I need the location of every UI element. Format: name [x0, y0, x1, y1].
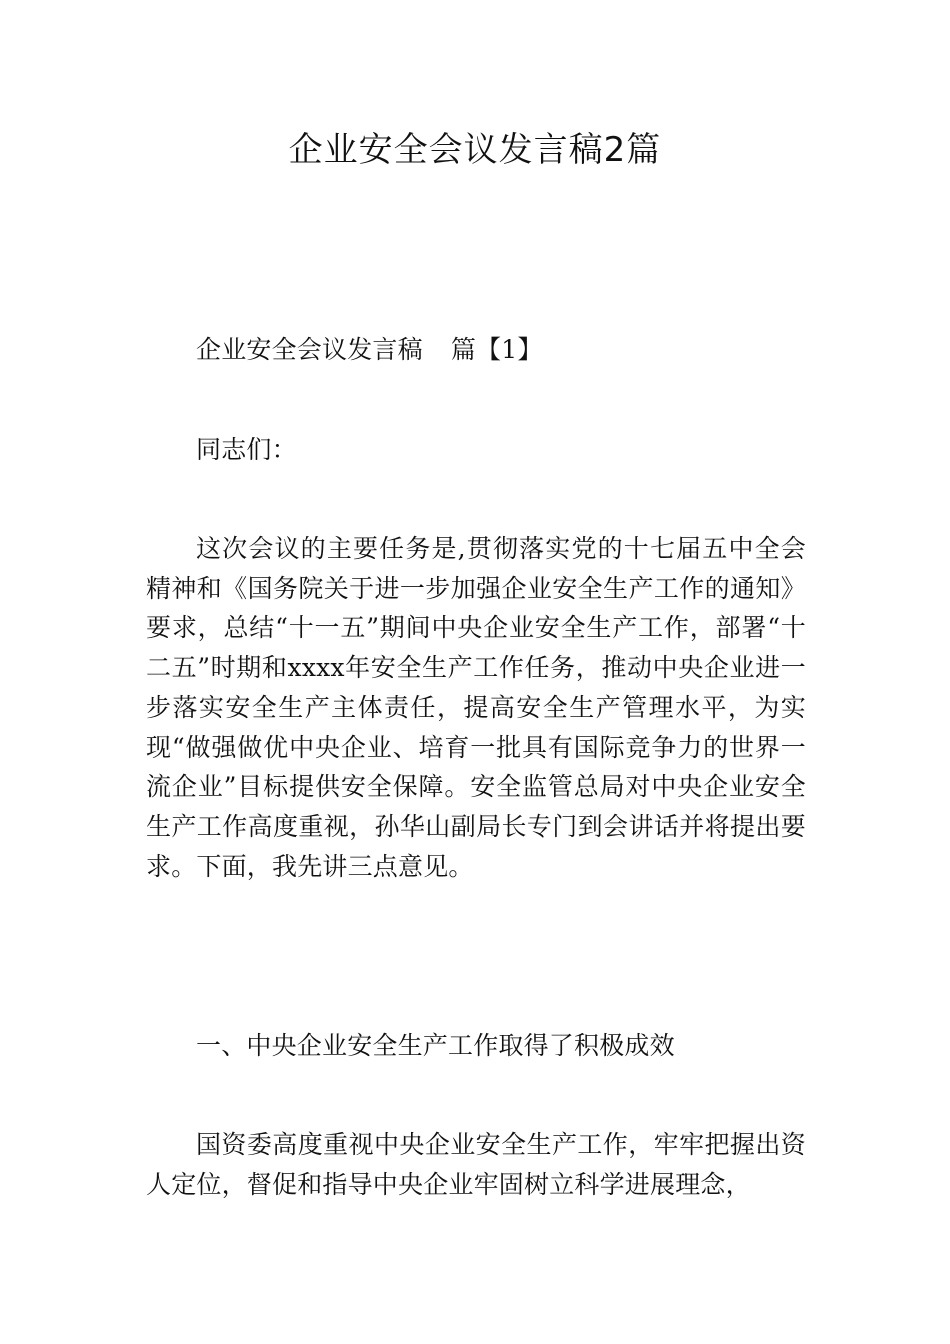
paragraph-2: 国资委高度重视中央企业安全生产工作，牢牢把握出资人定位，督促和指导中央企业牢固树立科学进展理念，	[146, 1130, 806, 1199]
subheading-main: 企业安全会议发言稿	[196, 335, 423, 364]
document-title: 企业安全会议发言稿2篇	[288, 130, 662, 170]
section-1-heading: 一、中央企业安全生产工作取得了积极成效	[196, 1031, 675, 1060]
subheading	[146, 330, 806, 370]
paragraph-1: 这次会议的主要任务是,贯彻落实党的十七届五中全会精神和《国务院关于进一步加强企业安全生产工作的通知》要求，总结“十一五”期间中央企业安全生产工作，部署“十二五”时期和xxxx年安全生产工作任务，推动中央企业进一步落实安全生产主体责任，提高安全生产管理水平，为实现“做强做优中央企业、培育一批具有国际竞争力的世界一流企业”目标提供安全保障。安全监管总局对中央企业安全生产工作高度重视，孙华山副局长专门到会讲话并将提出要求。下面，我先讲三点意见。	[146, 534, 806, 881]
greeting: 同志们：	[196, 435, 297, 464]
subheading-part: 篇【1】	[450, 335, 543, 364]
